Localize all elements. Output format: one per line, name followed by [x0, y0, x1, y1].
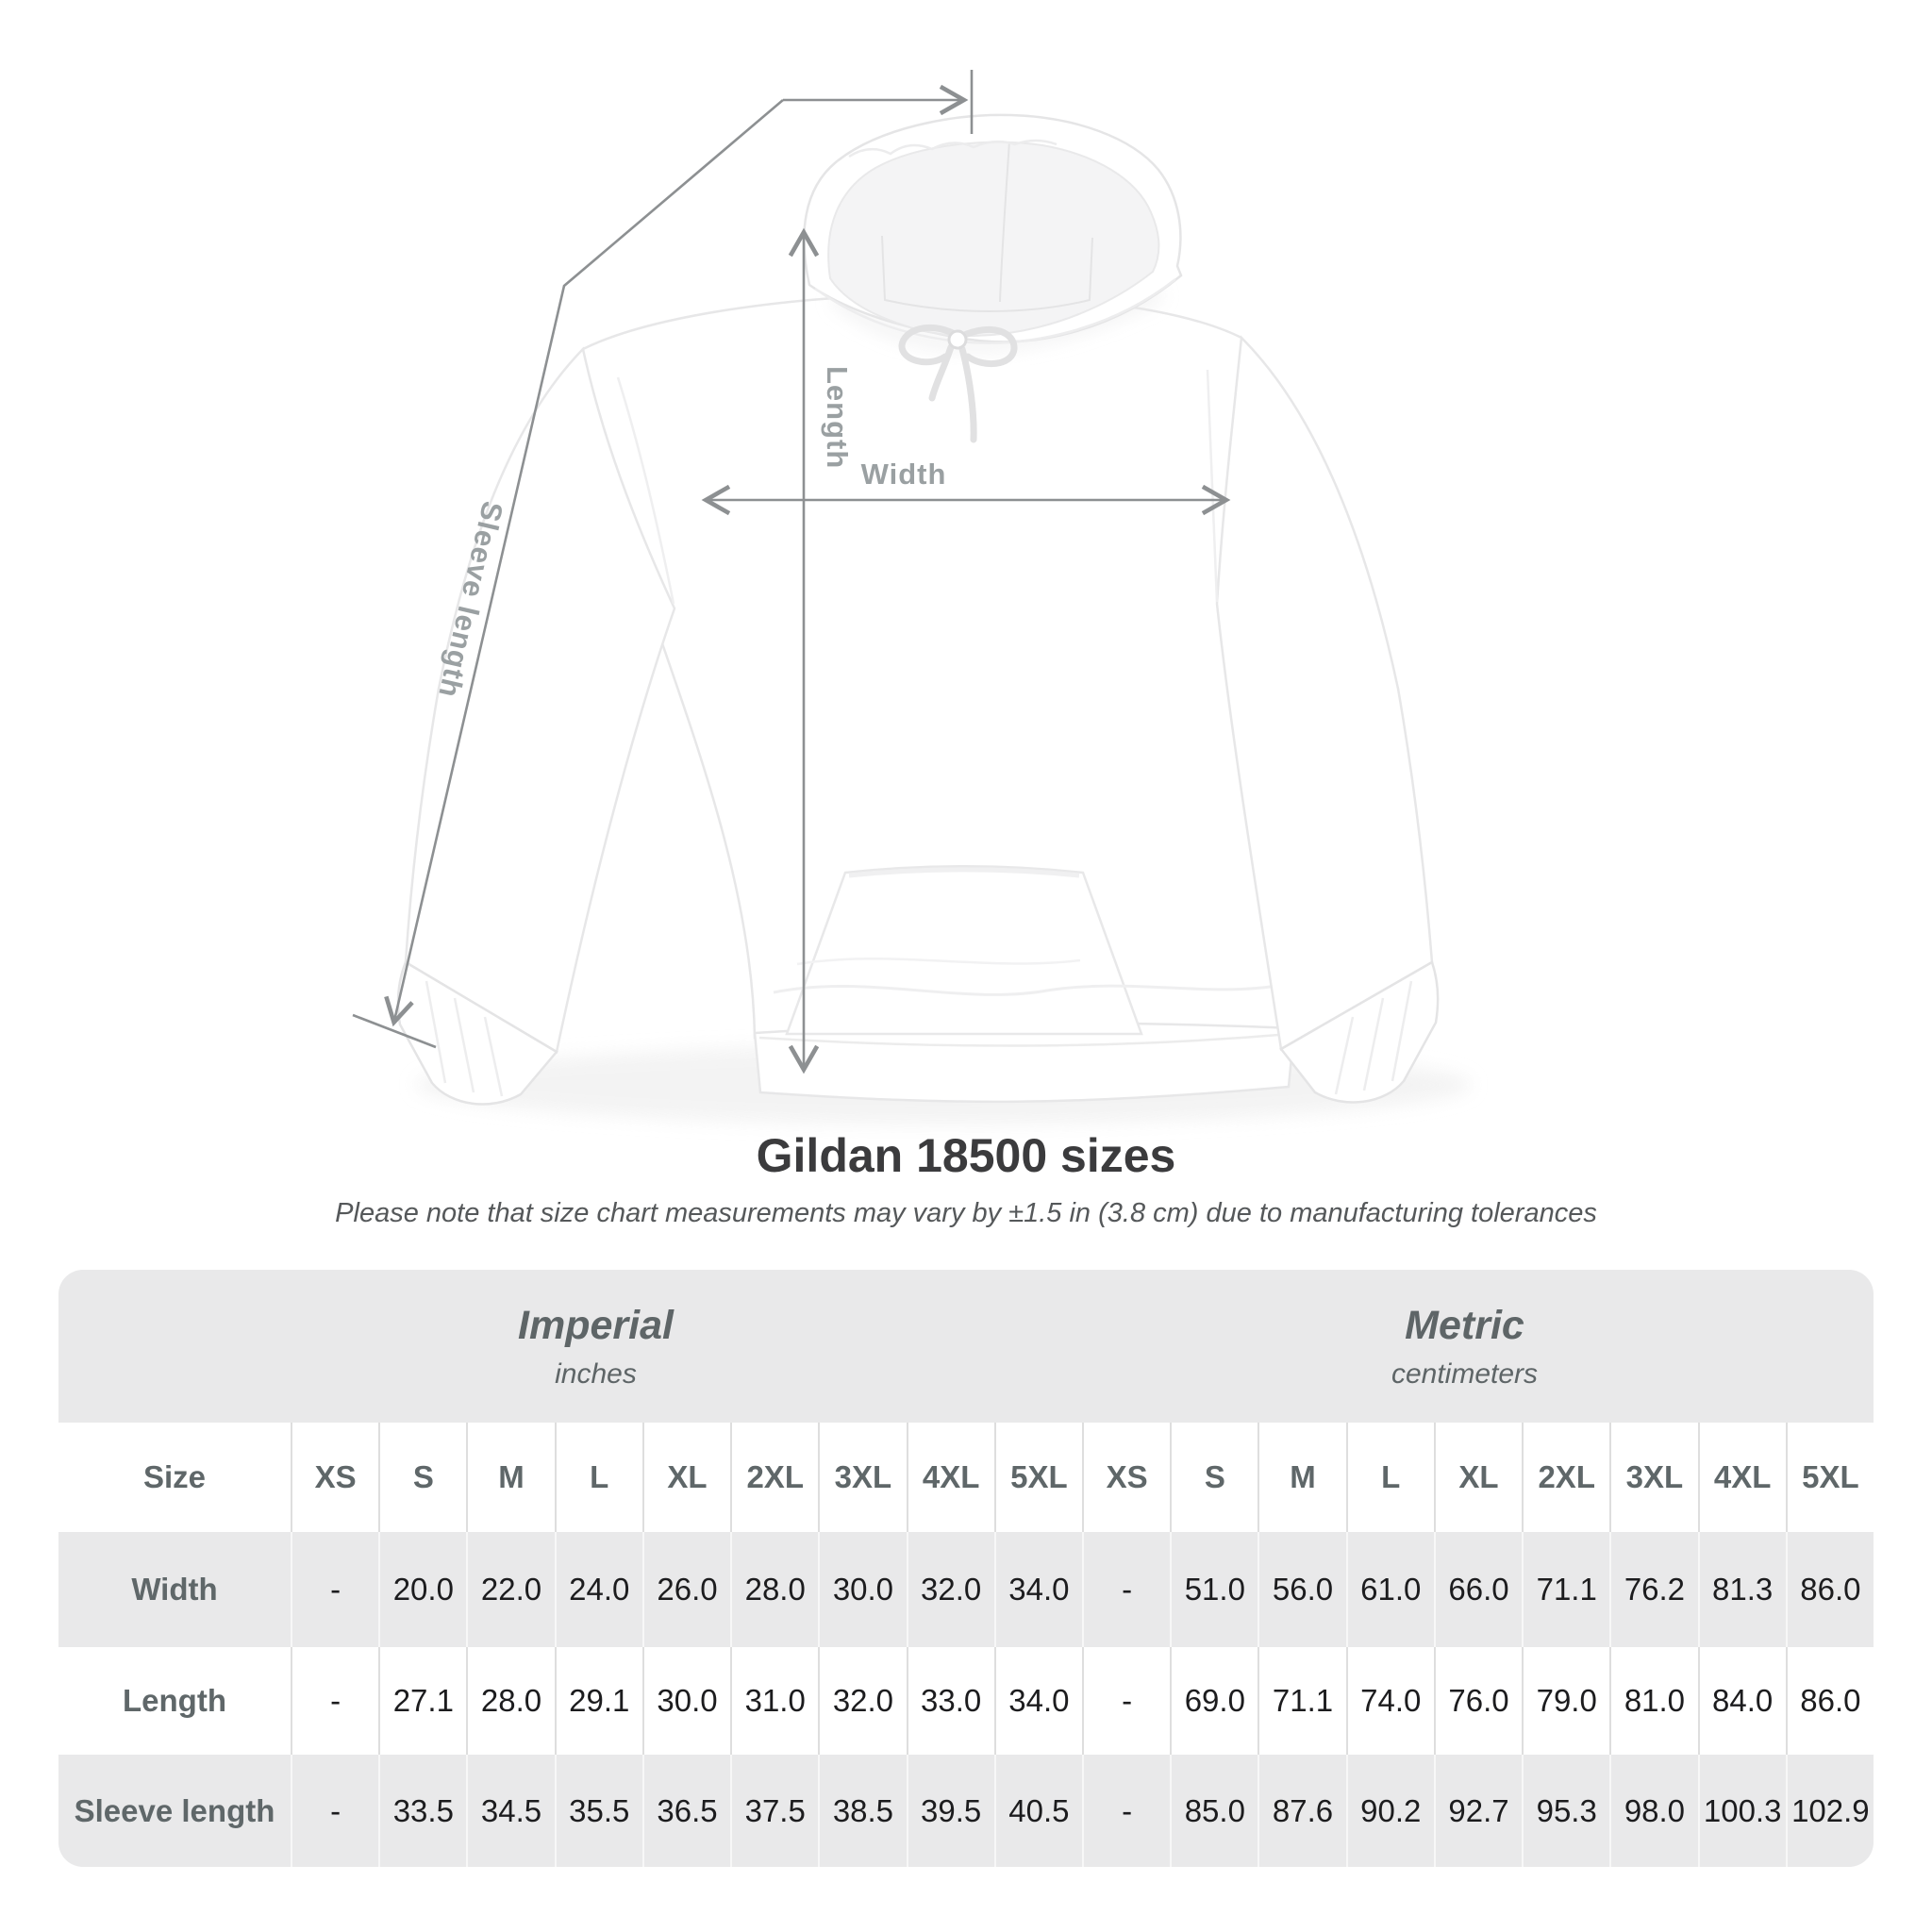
length-2xl-imperial-value: 31.0: [730, 1647, 818, 1755]
row-label-sleeve-length: Sleeve length: [58, 1755, 291, 1867]
column-header-3xl-imperial: 3XL: [818, 1423, 906, 1532]
length-2xl-metric-value: 79.0: [1522, 1647, 1609, 1755]
length-xl-imperial-value: 30.0: [642, 1647, 730, 1755]
width-m-imperial-value: 22.0: [466, 1532, 554, 1647]
length-xs-imperial-value: -: [291, 1647, 378, 1755]
column-header-xs-metric: XS: [1082, 1423, 1170, 1532]
sleeve-length-m-imperial-value: 34.5: [466, 1755, 554, 1867]
page-subtitle: Please note that size chart measurements may vary by ±1.5 in (3.8 cm) due to manufacturing tolerances: [335, 1198, 1597, 1228]
length-4xl-imperial-value: 33.0: [907, 1647, 994, 1755]
column-header-3xl-metric: 3XL: [1609, 1423, 1697, 1532]
metric-group-header: [1082, 1270, 1874, 1423]
sleeve-length-2xl-metric-value: 95.3: [1522, 1755, 1609, 1867]
width-xs-metric-value: -: [1082, 1532, 1170, 1647]
column-header-l-imperial: L: [555, 1423, 642, 1532]
width-s-metric-value: 51.0: [1170, 1532, 1257, 1647]
width-4xl-metric-value: 81.3: [1698, 1532, 1786, 1647]
width-measure-label: Width: [860, 458, 947, 491]
heading-block: [0, 1128, 1932, 1229]
length-s-metric-value: 69.0: [1170, 1647, 1257, 1755]
column-header-size: Size: [58, 1423, 291, 1532]
column-header-5xl-metric: 5XL: [1786, 1423, 1874, 1532]
length-5xl-metric-value: 86.0: [1786, 1647, 1874, 1755]
length-l-metric-value: 74.0: [1346, 1647, 1434, 1755]
metric-label: Metric: [1405, 1302, 1524, 1348]
imperial-label: Imperial: [518, 1302, 674, 1348]
length-xl-metric-value: 76.0: [1434, 1647, 1522, 1755]
length-m-imperial-value: 28.0: [466, 1647, 554, 1755]
column-header-s-metric: S: [1170, 1423, 1257, 1532]
unit-group-header: [58, 1270, 1874, 1423]
width-2xl-imperial-value: 28.0: [730, 1532, 818, 1647]
sleeve-length-l-metric-value: 90.2: [1346, 1755, 1434, 1867]
sleeve-length-s-metric-value: 85.0: [1170, 1755, 1257, 1867]
sleeve-length-3xl-imperial-value: 38.5: [818, 1755, 906, 1867]
width-4xl-imperial-value: 32.0: [907, 1532, 994, 1647]
column-header-m-imperial: M: [466, 1423, 554, 1532]
sleeve-length-xs-imperial-value: -: [291, 1755, 378, 1867]
length-s-imperial-value: 27.1: [378, 1647, 466, 1755]
column-header-2xl-metric: 2XL: [1522, 1423, 1609, 1532]
length-3xl-imperial-value: 32.0: [818, 1647, 906, 1755]
column-header-s-imperial: S: [378, 1423, 466, 1532]
sleeve-length-xs-metric-value: -: [1082, 1755, 1170, 1867]
column-header-xl-metric: XL: [1434, 1423, 1522, 1532]
width-3xl-imperial-value: 30.0: [818, 1532, 906, 1647]
column-header-xl-imperial: XL: [642, 1423, 730, 1532]
width-5xl-imperial-value: 34.0: [994, 1532, 1082, 1647]
length-5xl-imperial-value: 34.0: [994, 1647, 1082, 1755]
column-header-5xl-imperial: 5XL: [994, 1423, 1082, 1532]
column-header-l-metric: L: [1346, 1423, 1434, 1532]
column-header-xs-imperial: XS: [291, 1423, 378, 1532]
imperial-group-header: [58, 1270, 1082, 1423]
width-xl-metric-value: 66.0: [1434, 1532, 1522, 1647]
length-m-metric-value: 71.1: [1257, 1647, 1345, 1755]
width-s-imperial-value: 20.0: [378, 1532, 466, 1647]
sleeve-length-5xl-metric-value: 102.9: [1786, 1755, 1874, 1867]
width-l-imperial-value: 24.0: [555, 1532, 642, 1647]
width-xl-imperial-value: 26.0: [642, 1532, 730, 1647]
row-label-width: Width: [58, 1532, 291, 1647]
size-table-grid: [58, 1423, 1874, 1867]
width-l-metric-value: 61.0: [1346, 1532, 1434, 1647]
width-2xl-metric-value: 71.1: [1522, 1532, 1609, 1647]
column-header-4xl-metric: 4XL: [1698, 1423, 1786, 1532]
length-xs-metric-value: -: [1082, 1647, 1170, 1755]
length-l-imperial-value: 29.1: [555, 1647, 642, 1755]
sleeve-length-m-metric-value: 87.6: [1257, 1755, 1345, 1867]
sleeve-length-xl-metric-value: 92.7: [1434, 1755, 1522, 1867]
sleeve-length-4xl-imperial-value: 39.5: [907, 1755, 994, 1867]
length-3xl-metric-value: 81.0: [1609, 1647, 1697, 1755]
length-4xl-metric-value: 84.0: [1698, 1647, 1786, 1755]
sleeve-length-measure-label: Sleeve length: [432, 498, 509, 702]
hoodie-hood: [804, 115, 1181, 343]
width-xs-imperial-value: -: [291, 1532, 378, 1647]
width-m-metric-value: 56.0: [1257, 1532, 1345, 1647]
width-5xl-metric-value: 86.0: [1786, 1532, 1874, 1647]
metric-unit-label: centimeters: [1391, 1357, 1539, 1390]
sleeve-length-4xl-metric-value: 100.3: [1698, 1755, 1786, 1867]
length-measure-label: Length: [821, 366, 854, 470]
column-header-4xl-imperial: 4XL: [907, 1423, 994, 1532]
size-table: [58, 1270, 1874, 1867]
hoodie-body: [583, 294, 1294, 1102]
sleeve-length-xl-imperial-value: 36.5: [642, 1755, 730, 1867]
width-3xl-metric-value: 76.2: [1609, 1532, 1697, 1647]
sleeve-length-3xl-metric-value: 98.0: [1609, 1755, 1697, 1867]
column-header-2xl-imperial: 2XL: [730, 1423, 818, 1532]
page-title: Gildan 18500 sizes: [756, 1129, 1176, 1182]
sleeve-length-5xl-imperial-value: 40.5: [994, 1755, 1082, 1867]
sleeve-length-l-imperial-value: 35.5: [555, 1755, 642, 1867]
row-label-length: Length: [58, 1647, 291, 1755]
column-header-m-metric: M: [1257, 1423, 1345, 1532]
sleeve-length-2xl-imperial-value: 37.5: [730, 1755, 818, 1867]
imperial-unit-label: inches: [555, 1357, 637, 1390]
sleeve-length-s-imperial-value: 33.5: [378, 1755, 466, 1867]
